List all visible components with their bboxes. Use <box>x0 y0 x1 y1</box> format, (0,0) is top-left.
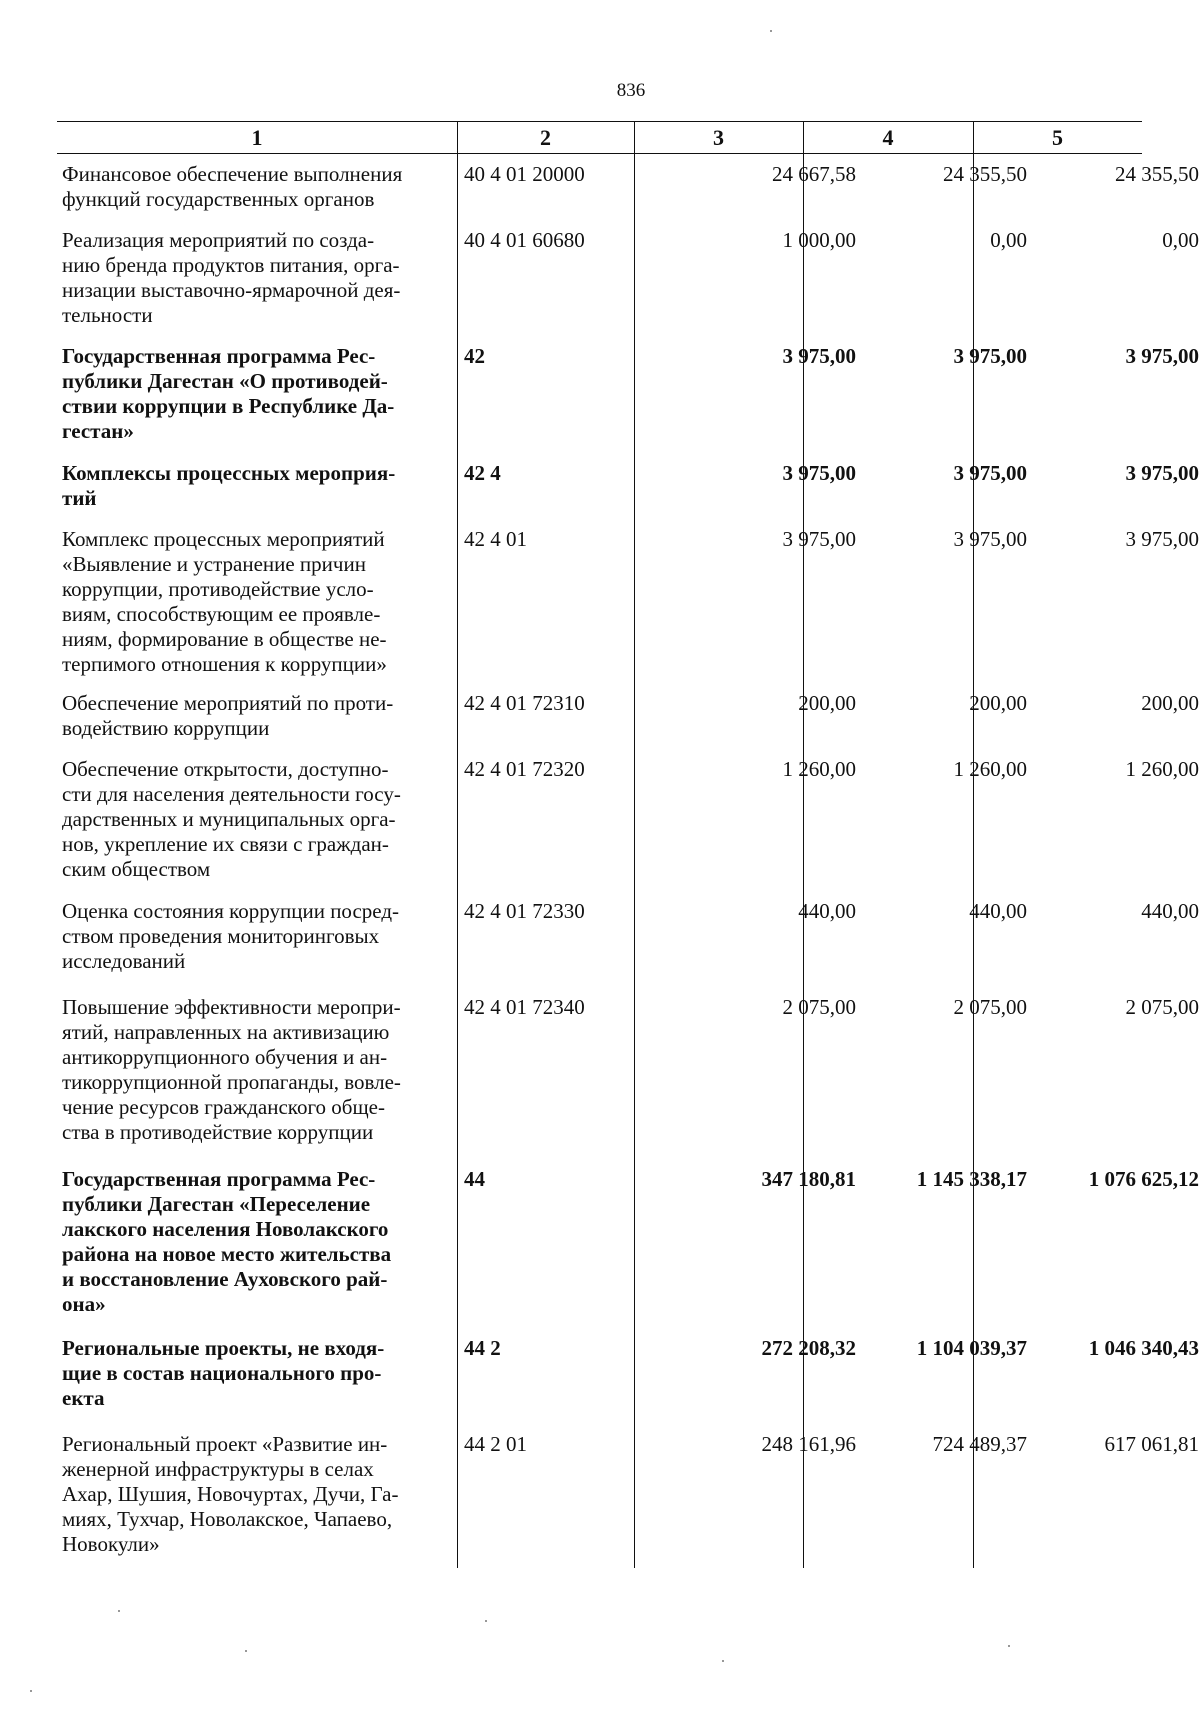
row-value-col4: 1 104 039,37 <box>916 1336 1027 1360</box>
row-name: Комплексы процессных мероприя- тий <box>62 461 396 510</box>
row-code: 42 4 01 72310 <box>464 691 585 715</box>
row-value-col3: 3 975,00 <box>782 527 856 551</box>
row-value-col3: 1 000,00 <box>782 228 856 252</box>
row-value-col4: 24 355,50 <box>943 162 1027 186</box>
row-name: Оценка состояния коррупции посред- ством проведения мониторинговых исследований <box>62 899 399 973</box>
row-code: 44 2 <box>464 1336 501 1360</box>
row-code: 42 <box>464 344 485 368</box>
row-code: 42 4 <box>464 461 501 485</box>
row-value-col4: 1 145 338,17 <box>916 1167 1027 1191</box>
row-value-col4: 2 075,00 <box>953 995 1027 1019</box>
row-code: 40 4 01 60680 <box>464 228 585 252</box>
row-name: Финансовое обеспечение выполнения функций государственных органов <box>62 162 403 211</box>
row-code: 44 2 01 <box>464 1432 527 1456</box>
row-value-col5: 1 046 340,43 <box>1088 1336 1199 1360</box>
row-value-col3: 272 208,32 <box>761 1336 856 1360</box>
page-number: 836 <box>616 80 646 101</box>
row-value-col5: 440,00 <box>1141 899 1199 923</box>
scan-speck <box>485 1620 487 1622</box>
row-name: Региональный проект «Развитие ин- женерной инфраструктуры в селах Ахар, Шушия, Новочуртах, Дучи, Га- миях, Тухчар, Новолакское, Чапаево, Новокули» <box>62 1432 399 1556</box>
scan-speck <box>1008 1645 1010 1647</box>
row-name: Повышение эффективности меропри- ятий, направленных на активизацию антикоррупционного обучения и ан- тикоррупционной пропаганды, вовле- чение ресурсов гражданского обще- ства в противодействие коррупции <box>62 995 401 1144</box>
row-name: Государственная программа Рес- публики Дагестан «О противодей- ствии коррупции в Республике Да- гестан» <box>62 344 395 443</box>
row-value-col5: 3 975,00 <box>1125 527 1199 551</box>
row-value-col3: 3 975,00 <box>782 461 856 485</box>
row-name: Региональные проекты, не входя- щие в состав национального про- екта <box>62 1336 385 1410</box>
row-name: Государственная программа Рес- публики Дагестан «Переселение лакского населения Новолакского района на новое место жительства и восстановление Ауховского рай- она» <box>62 1167 392 1316</box>
row-code: 42 4 01 <box>464 527 527 551</box>
header-bottom-border <box>57 153 1142 154</box>
row-value-col3: 1 260,00 <box>782 757 856 781</box>
column-header-1: 1 <box>251 125 263 150</box>
column-header-5: 5 <box>1052 125 1063 150</box>
column-header-2: 2 <box>540 125 551 150</box>
scan-speck <box>722 1660 724 1662</box>
row-value-col4: 0,00 <box>990 228 1027 252</box>
row-value-col4: 3 975,00 <box>953 527 1027 551</box>
row-code: 42 4 01 72340 <box>464 995 585 1019</box>
row-name: Комплекс процессных мероприятий «Выявление и устранение причин коррупции, противодействие усло- виям, способствующим ее проявле- ниям, формирование в обществе не- терпимого отношения к коррупции» <box>62 527 387 676</box>
row-value-col5: 3 975,00 <box>1125 344 1199 368</box>
row-value-col3: 3 975,00 <box>782 344 856 368</box>
row-code: 40 4 01 20000 <box>464 162 585 186</box>
scan-speck <box>770 30 772 32</box>
row-value-col5: 3 975,00 <box>1125 461 1199 485</box>
row-code: 44 <box>464 1167 485 1191</box>
row-value-col5: 2 075,00 <box>1125 995 1199 1019</box>
row-value-col5: 1 076 625,12 <box>1088 1167 1199 1191</box>
row-code: 42 4 01 72320 <box>464 757 585 781</box>
row-value-col5: 24 355,50 <box>1115 162 1199 186</box>
column-header-4: 4 <box>882 125 894 150</box>
scan-speck <box>30 1690 32 1692</box>
row-name: Обеспечение открытости, доступно- сти для населения деятельности госу- дарственных и муниципальных орга- нов, укрепление их связи с граждан- ским обществом <box>62 757 401 881</box>
row-name: Реализация мероприятий по созда- нию бренда продуктов питания, орга- низации выставочно-ярмарочной дея- тельности <box>62 228 401 327</box>
table-top-border <box>57 121 1142 122</box>
column-header-3: 3 <box>713 125 724 150</box>
row-value-col3: 248 161,96 <box>761 1432 856 1456</box>
row-value-col3: 200,00 <box>798 691 856 715</box>
row-value-col5: 617 061,81 <box>1104 1432 1199 1456</box>
row-value-col4: 3 975,00 <box>953 344 1027 368</box>
row-value-col4: 724 489,37 <box>932 1432 1027 1456</box>
row-value-col3: 2 075,00 <box>782 995 856 1019</box>
scan-speck <box>245 1650 247 1652</box>
row-value-col3: 24 667,58 <box>772 162 856 186</box>
row-value-col3: 440,00 <box>798 899 856 923</box>
row-name: Обеспечение мероприятий по проти- водействию коррупции <box>62 691 394 740</box>
row-value-col5: 200,00 <box>1141 691 1199 715</box>
scan-speck <box>118 1610 120 1612</box>
row-value-col4: 3 975,00 <box>953 461 1027 485</box>
row-value-col4: 200,00 <box>969 691 1027 715</box>
row-value-col5: 0,00 <box>1162 228 1199 252</box>
row-code: 42 4 01 72330 <box>464 899 585 923</box>
row-value-col5: 1 260,00 <box>1125 757 1199 781</box>
row-value-col4: 1 260,00 <box>953 757 1027 781</box>
row-value-col4: 440,00 <box>969 899 1027 923</box>
row-value-col3: 347 180,81 <box>761 1167 856 1191</box>
